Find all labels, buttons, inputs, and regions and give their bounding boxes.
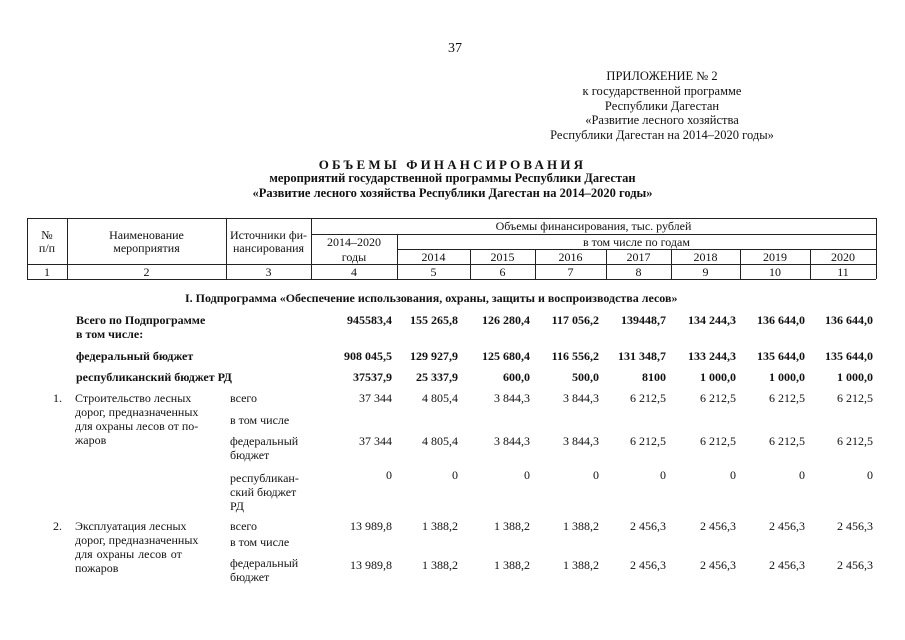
header-year: 2015 bbox=[490, 250, 515, 264]
total-values-cell: 136 644,0 bbox=[825, 313, 873, 327]
appendix-line: к государственной программе bbox=[582, 83, 742, 98]
item2-federal-values-cell: 2 456,3 bbox=[630, 558, 666, 572]
column-number: 8 bbox=[635, 265, 642, 279]
header-num: № п/п bbox=[38, 228, 56, 255]
source-federal: федеральный бюджет bbox=[230, 556, 299, 584]
item2-all-values-cell: 13 989,8 bbox=[350, 519, 392, 533]
source-republic: республикан- ский бюджет РД bbox=[230, 471, 299, 513]
column-number: 11 bbox=[837, 265, 849, 279]
item1-federal-values-cell: 6 212,5 bbox=[769, 434, 805, 448]
source-federal: федеральный бюджет bbox=[230, 434, 299, 462]
item2-federal-values-cell: 1 388,2 bbox=[422, 558, 458, 572]
item1-republic-values-cell: 0 bbox=[386, 468, 392, 482]
item1-federal-values-cell: 3 844,3 bbox=[494, 434, 530, 448]
item-number: 2. bbox=[53, 519, 62, 533]
item1-federal-values-cell: 37 344 bbox=[359, 434, 392, 448]
item1-federal-values-cell: 6 212,5 bbox=[700, 434, 736, 448]
header-by-years: в том числе по годам bbox=[583, 235, 690, 249]
header-year: 2020 bbox=[831, 250, 855, 264]
item2-all-values-cell: 1 388,2 bbox=[422, 519, 458, 533]
federal-values-cell: 135 644,0 bbox=[757, 349, 805, 363]
header-total: 2014–2020 годы bbox=[327, 235, 381, 264]
republic-values-cell: 8100 bbox=[642, 370, 666, 384]
federal-values-cell: 908 045,5 bbox=[344, 349, 392, 363]
item1-federal-values-cell: 4 805,4 bbox=[422, 434, 458, 448]
column-number: 10 bbox=[769, 265, 781, 279]
item2-all-values-cell: 2 456,3 bbox=[700, 519, 736, 533]
page-number: 37 bbox=[448, 41, 462, 56]
item1-all-values-cell: 6 212,5 bbox=[630, 391, 666, 405]
total-values-cell: 945583,4 bbox=[347, 313, 392, 327]
republic-values-cell: 25 337,9 bbox=[416, 370, 458, 384]
federal-label: федеральный бюджет bbox=[76, 349, 194, 363]
header-year: 2016 bbox=[558, 250, 583, 264]
item1-federal-values-cell: 3 844,3 bbox=[563, 434, 599, 448]
document-subtitle: «Развитие лесного хозяйства Республики Дагестан на 2014–2020 годы» bbox=[252, 186, 653, 200]
column-number: 9 bbox=[702, 265, 709, 279]
item1-all-values-cell: 3 844,3 bbox=[494, 391, 530, 405]
item2-federal-values-cell: 2 456,3 bbox=[769, 558, 805, 572]
item1-republic-values-cell: 0 bbox=[524, 468, 530, 482]
federal-values-cell: 135 644,0 bbox=[825, 349, 873, 363]
item1-all-values-cell: 6 212,5 bbox=[837, 391, 873, 405]
total-values-cell: 136 644,0 bbox=[757, 313, 805, 327]
federal-values-cell: 116 556,2 bbox=[551, 349, 599, 363]
document-title: ОБЪЕМЫ ФИНАНСИРОВАНИЯ bbox=[318, 157, 587, 172]
item2-all-values-cell: 1 388,2 bbox=[563, 519, 599, 533]
item2-federal-values-cell: 2 456,3 bbox=[700, 558, 736, 572]
item1-all-values-cell: 6 212,5 bbox=[769, 391, 805, 405]
appendix-line: «Развитие лесного хозяйства bbox=[585, 113, 739, 128]
column-number: 4 bbox=[351, 265, 357, 279]
federal-values-cell: 131 348,7 bbox=[618, 349, 666, 363]
item2-all-values-cell: 2 456,3 bbox=[837, 519, 873, 533]
federal-values-cell: 133 244,3 bbox=[688, 349, 736, 363]
item1-all-values-cell: 4 805,4 bbox=[422, 391, 458, 405]
column-number: 7 bbox=[567, 265, 574, 279]
item1-republic-values-cell: 0 bbox=[660, 468, 666, 482]
column-number: 5 bbox=[430, 265, 437, 279]
item1-republic-values-cell: 0 bbox=[593, 468, 599, 482]
appendix-line: Республики Дагестан на 2014–2020 годы» bbox=[550, 128, 774, 143]
item1-all-values-cell: 6 212,5 bbox=[700, 391, 736, 405]
header-year: 2017 bbox=[626, 250, 651, 264]
header-source: Источники фи- нансирования bbox=[229, 228, 308, 255]
source-including: в том числе bbox=[230, 535, 290, 549]
section-title: I. Подпрограмма «Обеспечение использования, охраны, защиты и воспроизводства лесов» bbox=[185, 291, 678, 305]
column-number: 2 bbox=[143, 265, 150, 279]
header-name: Наименование мероприятия bbox=[109, 228, 184, 255]
document-subtitle: мероприятий государственной программы Республики Дагестан bbox=[269, 171, 636, 185]
republic-values-cell: 37537,9 bbox=[353, 370, 392, 384]
item1-federal-values-cell: 6 212,5 bbox=[630, 434, 666, 448]
item2-federal-values-cell: 2 456,3 bbox=[837, 558, 873, 572]
item1-republic-values-cell: 0 bbox=[799, 468, 805, 482]
item1-republic-values-cell: 0 bbox=[867, 468, 873, 482]
republic-label: республиканский бюджет РД bbox=[76, 370, 232, 384]
item-name: Эксплуатация лесных дорог, предназначенных для охраны лесов от пожаров bbox=[75, 519, 199, 575]
federal-values-cell: 129 927,9 bbox=[410, 349, 458, 363]
header-volumes: Объемы финансирования, тыс. рублей bbox=[495, 219, 692, 233]
appendix-block bbox=[512, 69, 812, 143]
appendix-line: ПРИЛОЖЕНИЕ № 2 bbox=[606, 69, 718, 83]
item2-all-values-cell: 2 456,3 bbox=[769, 519, 805, 533]
item1-republic-values-cell: 0 bbox=[452, 468, 458, 482]
item-number: 1. bbox=[53, 391, 62, 405]
republic-values-cell: 500,0 bbox=[572, 370, 599, 384]
item1-all-values-cell: 37 344 bbox=[359, 391, 392, 405]
total-values-cell: 126 280,4 bbox=[482, 313, 530, 327]
item2-federal-values-cell: 1 388,2 bbox=[494, 558, 530, 572]
republic-values-cell: 1 000,0 bbox=[837, 370, 873, 384]
item2-all-values-cell: 2 456,3 bbox=[630, 519, 666, 533]
item1-republic-values-cell: 0 bbox=[730, 468, 736, 482]
republic-values-cell: 600,0 bbox=[503, 370, 530, 384]
source-all: всего bbox=[230, 391, 258, 405]
total-values-cell: 134 244,3 bbox=[688, 313, 736, 327]
republic-values-cell: 1 000,0 bbox=[700, 370, 736, 384]
header-year: 2014 bbox=[421, 250, 446, 264]
column-number: 1 bbox=[44, 265, 50, 279]
source-including: в том числе bbox=[230, 413, 290, 427]
item2-all-values-cell: 1 388,2 bbox=[494, 519, 530, 533]
item2-federal-values-cell: 1 388,2 bbox=[563, 558, 599, 572]
item1-federal-values-cell: 6 212,5 bbox=[837, 434, 873, 448]
total-label: Всего по Подпрограмме в том числе: bbox=[76, 313, 206, 341]
column-number: 3 bbox=[265, 265, 272, 279]
item-name: Строительство лесных дорог, предназначенных для охраны лесов от по- жаров bbox=[75, 391, 199, 447]
total-values-cell: 139448,7 bbox=[621, 313, 666, 327]
column-number: 6 bbox=[499, 265, 506, 279]
header-year: 2019 bbox=[763, 250, 787, 264]
federal-values-cell: 125 680,4 bbox=[482, 349, 530, 363]
item2-federal-values-cell: 13 989,8 bbox=[350, 558, 392, 572]
header-year: 2018 bbox=[693, 250, 718, 264]
total-values-cell: 155 265,8 bbox=[410, 313, 458, 327]
item1-all-values-cell: 3 844,3 bbox=[563, 391, 599, 405]
republic-values-cell: 1 000,0 bbox=[769, 370, 805, 384]
source-all: всего bbox=[230, 519, 258, 533]
total-values-cell: 117 056,2 bbox=[551, 313, 599, 327]
appendix-line: Республики Дагестан bbox=[604, 98, 720, 113]
